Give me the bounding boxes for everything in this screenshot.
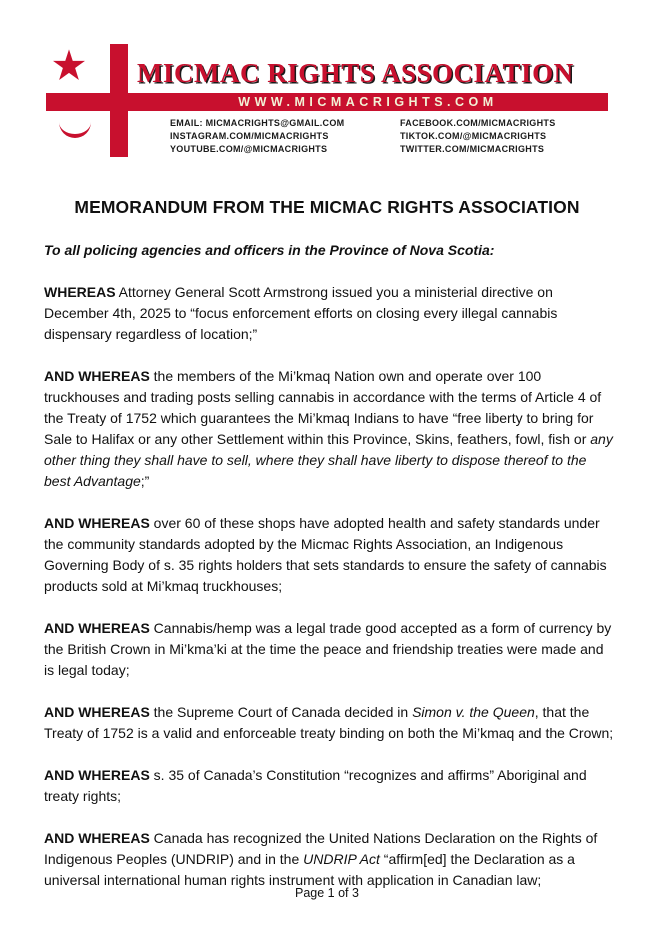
whereas-clause-1 bbox=[44, 282, 614, 345]
clause-text: over 60 of these shops have adopted health and safety standards under the community standards adopted by the Micmac Rights Association, an Indigenous Governing Body of s. 35 rights holders that sets standards to ensure the safety of cannabis products sold at Mi’kmaq truckhouses; bbox=[44, 515, 607, 594]
whereas-clause-4 bbox=[44, 618, 614, 681]
address-line: To all policing agencies and officers in the Province of Nova Scotia: bbox=[44, 242, 495, 258]
organization-name: MICMAC RIGHTS ASSOCIATION bbox=[137, 58, 574, 88]
memorandum-title: MEMORANDUM FROM THE MICMAC RIGHTS ASSOCIATION bbox=[74, 197, 580, 217]
twitter-contact[interactable]: TWITTER.COM/MICMACRIGHTS bbox=[400, 144, 545, 154]
case-name-italic: Simon v. the Queen bbox=[412, 704, 535, 720]
clause-text: the Supreme Court of Canada decided in bbox=[149, 704, 413, 720]
clause-lead: AND WHEREAS bbox=[44, 704, 150, 720]
clause-text-end: ;” bbox=[140, 473, 150, 489]
clause-text: s. 35 of Canada’s Constitution “recognizes and affirms” Aboriginal and treaty rights; bbox=[44, 767, 587, 804]
clause-lead: AND WHEREAS bbox=[44, 515, 150, 531]
clause-text: Canada has recognized the United Nations Declaration on the Rights of Indigenous Peoples (UNDRIP) and in the bbox=[44, 830, 598, 867]
website-banner[interactable]: WWW.MICMACRIGHTS.COM bbox=[238, 95, 498, 109]
instagram-contact[interactable]: INSTAGRAM.COM/MICMACRIGHTS bbox=[170, 131, 329, 141]
whereas-clause-5 bbox=[44, 702, 614, 744]
clause-text: the members of the Mi’kmaq Nation own and operate over 100 truckhouses and trading posts selling cannabis in accordance with the terms of Article 4 of the Treaty of 1752 which guarantees the Mi’kmaq Indians to have “free liberty to bring for Sale to Halifax or any other Settlement within this Province, Skins, feathers, fowl, fish or bbox=[44, 368, 602, 447]
clause-text-end: “affirm[ed] the Declaration as a universal international human rights instrument with application in Canadian law; bbox=[44, 851, 575, 888]
clause-lead: AND WHEREAS bbox=[44, 767, 150, 783]
clause-lead: AND WHEREAS bbox=[44, 620, 150, 636]
clause-lead: WHEREAS bbox=[44, 284, 116, 300]
clause-text-end: , that the Treaty of 1752 is a valid and enforceable treaty binding on both the Mi’kmaq and the Crown; bbox=[44, 704, 614, 741]
whereas-clause-6 bbox=[44, 765, 614, 807]
facebook-contact[interactable]: FACEBOOK.COM/MICMACRIGHTS bbox=[400, 118, 556, 128]
clause-text: Attorney General Scott Armstrong issued you a ministerial directive on December 4th, 2025 to “focus enforcement efforts on closing every illegal cannabis dispensary regardless of location;” bbox=[44, 284, 558, 342]
clause-lead: AND WHEREAS bbox=[44, 830, 150, 846]
whereas-clause-3 bbox=[44, 513, 614, 597]
youtube-contact[interactable]: YOUTUBE.COM/@MICMACRIGHTS bbox=[170, 144, 328, 154]
clause-text: Cannabis/hemp was a legal trade good accepted as a form of currency by the British Crown in Mi’kma’ki at the time the peace and friendship treaties were made and is legal today; bbox=[44, 620, 612, 678]
contact-list-left bbox=[170, 117, 344, 156]
contact-list-right bbox=[400, 117, 556, 156]
email-contact[interactable]: EMAIL: MICMACRIGHTS@GMAIL.COM bbox=[170, 118, 345, 128]
star-icon bbox=[52, 48, 86, 82]
tiktok-contact[interactable]: TIKTOK.COM/@MICMACRIGHTS bbox=[400, 131, 547, 141]
whereas-clause-2 bbox=[44, 366, 614, 492]
crescent-moon-icon bbox=[57, 119, 93, 147]
memorandum-body bbox=[44, 240, 614, 912]
letterhead bbox=[0, 0, 654, 170]
clause-lead: AND WHEREAS bbox=[44, 368, 150, 384]
page-number: Page 1 of 3 bbox=[295, 886, 359, 900]
whereas-clause-7 bbox=[44, 828, 614, 891]
treaty-quote-italic: any other thing they shall have to sell, where they shall have liberty to dispose thereof to the best Advantage bbox=[44, 431, 613, 489]
act-name-italic: UNDRIP Act bbox=[303, 851, 380, 867]
